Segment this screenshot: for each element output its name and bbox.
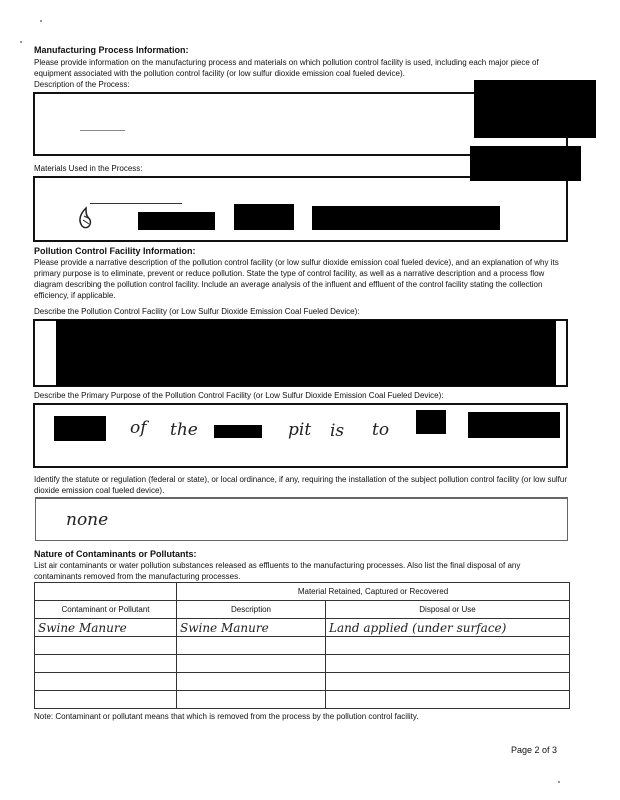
redaction — [468, 412, 560, 438]
manufacturing-intro: Please provide information on the manufacturing process and materials on which pollution control facility is used, including each major piece of equipment associated with the pollution control facility (or low sulfur dioxide emission coal fueled device). — [34, 58, 539, 78]
statute-box — [35, 497, 568, 541]
scan-speck — [558, 781, 560, 783]
handwritten-word: the — [170, 420, 198, 440]
pen-stroke — [90, 203, 182, 204]
contaminants-intro: List air contaminants or water pollution substances released as effluents to the manufacturing processes. Also list the final disposal of any contaminants removed from the manufacturing processes. — [34, 561, 521, 581]
table-cell — [35, 691, 177, 709]
redaction — [54, 416, 106, 441]
table-row — [35, 637, 570, 655]
table-cell: Swine Manure — [177, 619, 326, 637]
redaction — [234, 204, 294, 230]
ink-mark-icon — [76, 206, 96, 230]
table-cell — [177, 655, 326, 673]
redaction — [214, 425, 262, 438]
table-cell — [326, 673, 570, 691]
group-header: Material Retained, Captured or Recovered — [177, 583, 570, 601]
table-cell — [35, 655, 177, 673]
primary-purpose-label: Describe the Primary Purpose of the Pollution Control Facility (or Low Sulfur Dioxide Emission Coal Fueled Device): — [34, 391, 444, 400]
handwritten-word: to — [372, 420, 390, 440]
pollution-control-intro: Please provide a narrative description of the pollution control facility (or low sulfur dioxide emission coal fueled device), and an explanation of why its primary purpose is to eliminate, prevent or reduce pollution. State the type of control facility, as well as a narrative description and a process flow diagram describing the pollution control facility. Include an average analysis of the influent and effluent of the control facility stating the collection efficiency, if applicable. — [34, 258, 559, 300]
redaction — [56, 320, 556, 386]
statute-label: Identify the statute or regulation (federal or state), or local ordinance, if any, requiring the installation of the subject pollution control facility (or low sulfur dioxide emission coal fueled device). — [34, 475, 568, 495]
table-corner-cell — [35, 583, 177, 601]
table-cell — [326, 637, 570, 655]
column-header: Contaminant or Pollutant — [35, 601, 177, 619]
table-row — [35, 655, 570, 673]
materials-label: Materials Used in the Process: — [34, 164, 143, 173]
table-row — [35, 673, 570, 691]
table-cell — [35, 673, 177, 691]
process-label: Description of the Process: — [34, 80, 130, 89]
handwritten-word: is — [330, 421, 345, 441]
pollution-control-header: Pollution Control Facility Information: — [34, 246, 196, 256]
contaminants-header: Nature of Contaminants or Pollutants: — [34, 549, 197, 559]
table-cell — [177, 691, 326, 709]
redaction — [312, 206, 500, 230]
table-cell — [177, 673, 326, 691]
table-cell — [326, 691, 570, 709]
column-header: Disposal or Use — [326, 601, 570, 619]
page-number: Page 2 of 3 — [511, 745, 558, 755]
redaction — [474, 80, 596, 138]
table-cell — [177, 637, 326, 655]
contaminants-table — [34, 582, 570, 709]
table-row — [35, 691, 570, 709]
handwritten-statute-answer: none — [66, 510, 109, 530]
table-cell: Land applied (under surface) — [326, 619, 570, 637]
table-cell — [35, 637, 177, 655]
describe-facility-label: Describe the Pollution Control Facility (or Low Sulfur Dioxide Emission Coal Fueled Device): — [34, 307, 360, 316]
handwritten-word: pit — [288, 420, 312, 440]
scan-speck — [40, 20, 42, 22]
table-row — [35, 619, 570, 637]
column-header: Description — [177, 601, 326, 619]
table-cell — [326, 655, 570, 673]
table-cell: Swine Manure — [35, 619, 177, 637]
footnote: Note: Contaminant or pollutant means that which is removed from the process by the pollution control facility. — [34, 712, 419, 721]
redaction — [470, 146, 581, 181]
redaction — [416, 410, 446, 434]
manufacturing-header: Manufacturing Process Information: — [34, 45, 189, 55]
redaction — [138, 212, 215, 230]
handwritten-word: of — [130, 418, 147, 438]
pen-stroke — [80, 130, 125, 131]
scan-speck — [20, 41, 22, 43]
